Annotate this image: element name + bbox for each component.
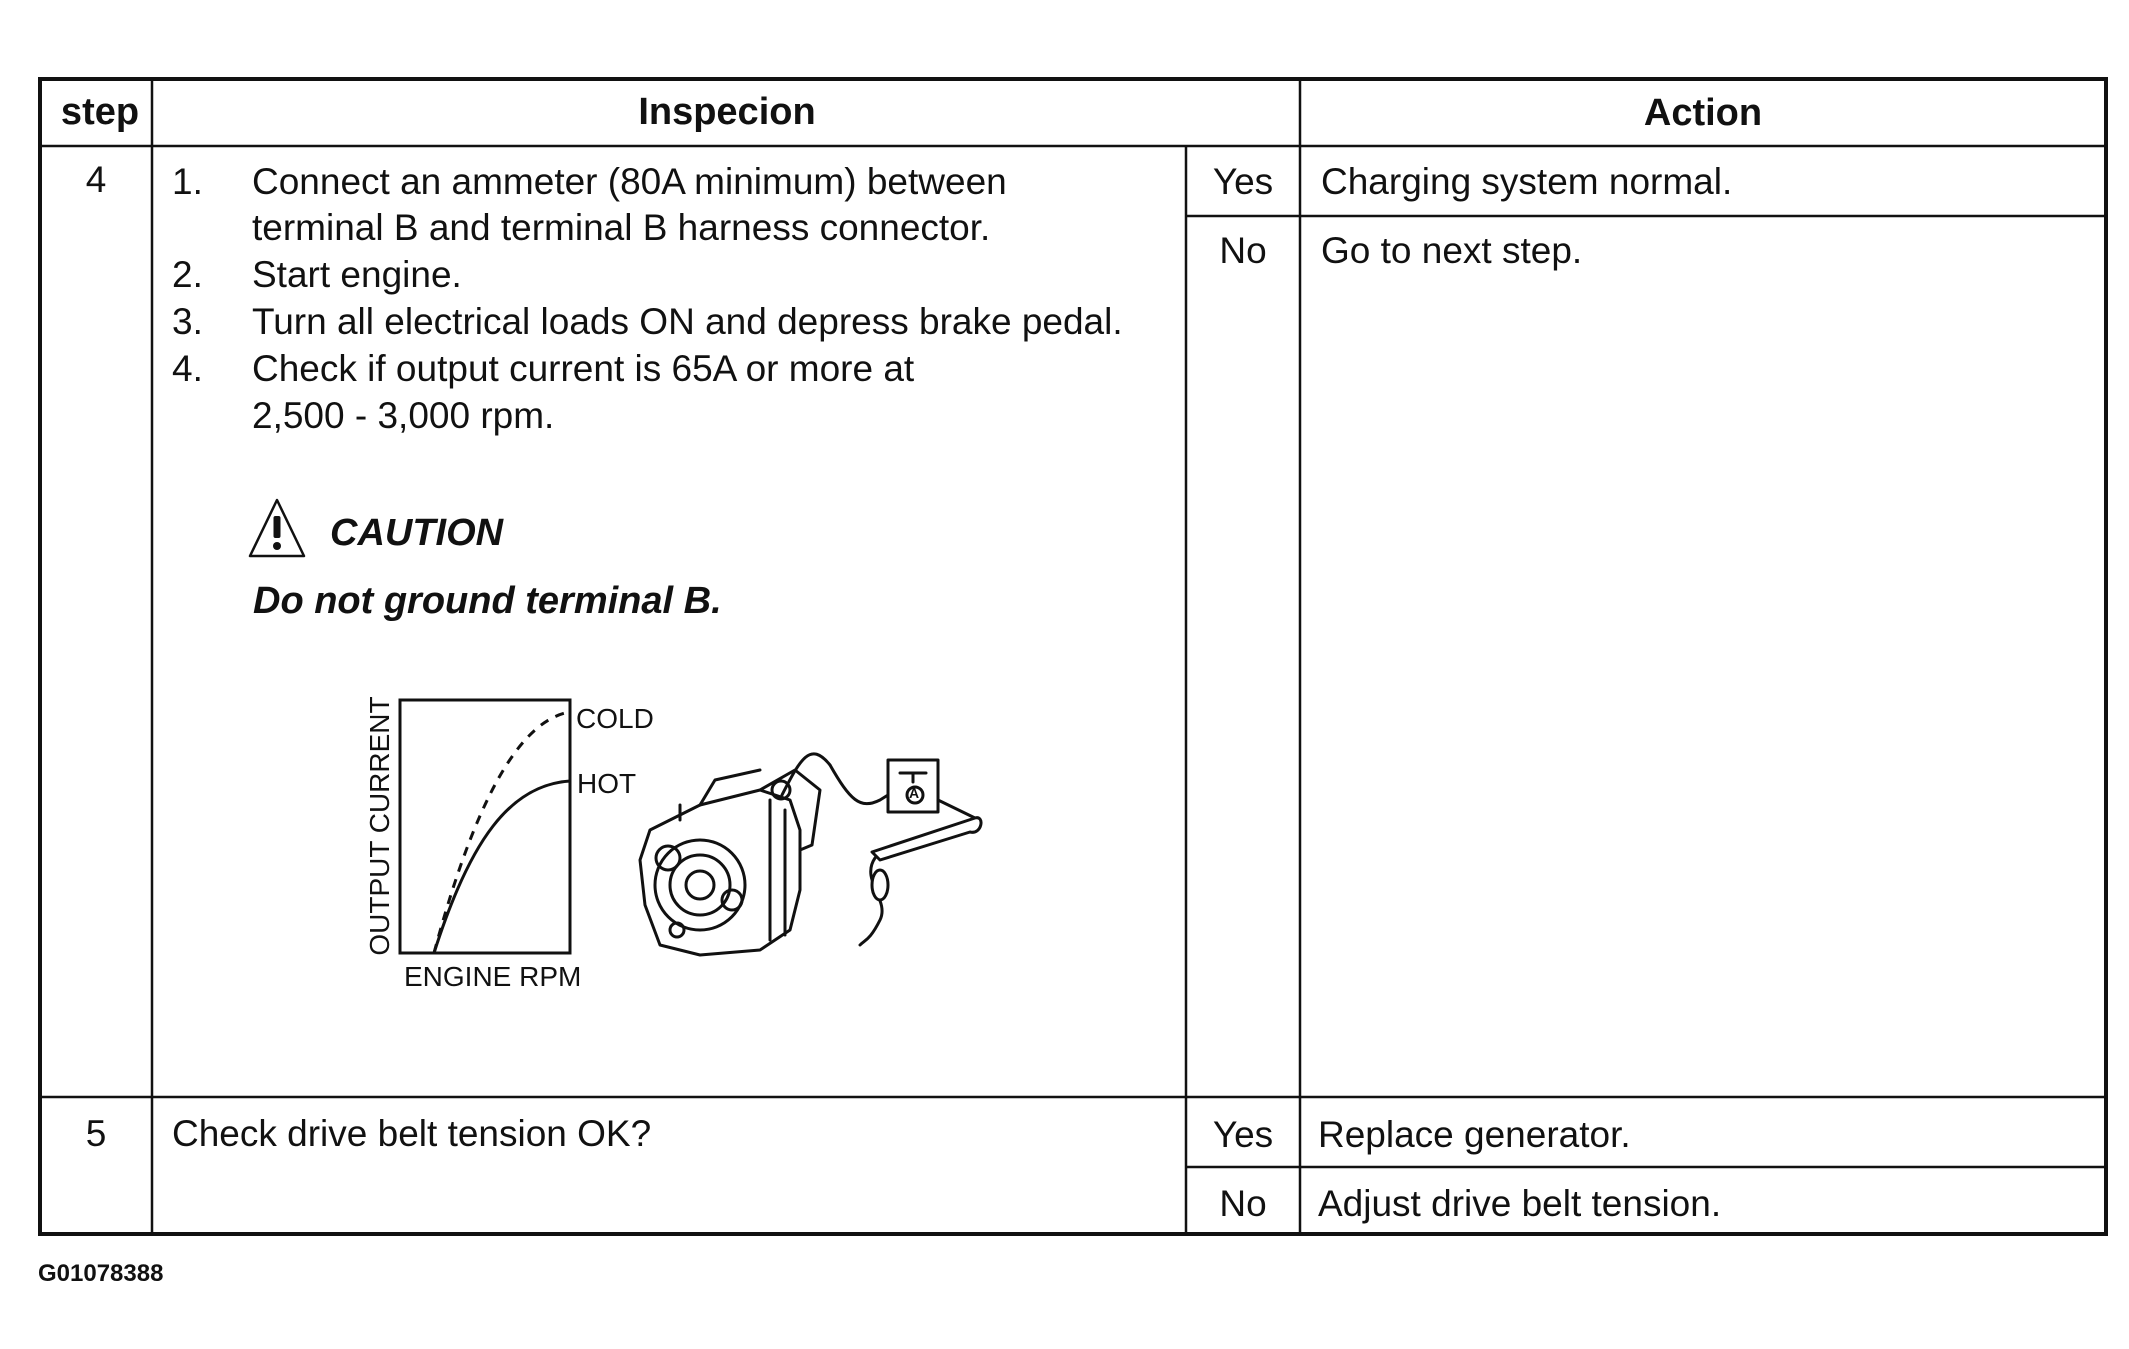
- caution-icon: [250, 500, 304, 556]
- hot-curve: [434, 781, 570, 953]
- instruction-number: 4.: [172, 348, 203, 389]
- instruction-line: Start engine.: [252, 254, 462, 295]
- figure-code: G01078388: [38, 1260, 164, 1287]
- action-text: Go to next step.: [1321, 230, 1583, 271]
- header-action: Action: [1643, 92, 1763, 134]
- cold-curve-label: COLD: [576, 703, 654, 734]
- generator-illustration: [640, 754, 981, 955]
- instruction-line: Turn all electrical loads ON and depress brake pedal.: [252, 301, 1123, 342]
- action-text: Charging system normal.: [1321, 161, 1733, 202]
- instruction-line: Check if output current is 65A or more at: [252, 348, 915, 389]
- hot-curve-label: HOT: [577, 768, 637, 799]
- instruction-number: 3.: [172, 301, 203, 342]
- ammeter-symbol: A: [909, 785, 920, 801]
- graph-y-axis-label: OUTPUT CURRENT: [364, 696, 395, 956]
- instruction-line: terminal B and terminal B harness connector.: [252, 207, 991, 248]
- header-step: step: [60, 91, 140, 133]
- step-number: 5: [85, 1113, 107, 1154]
- instruction-number: 2.: [172, 254, 203, 295]
- step-number: 4: [85, 159, 107, 200]
- instruction-line: 2,500 - 3,000 rpm.: [252, 395, 555, 436]
- graph-frame: [400, 700, 570, 953]
- caution-text: Do not ground terminal B.: [253, 580, 722, 622]
- graph-x-axis-label: ENGINE RPM: [404, 961, 582, 992]
- table-border: [40, 79, 2106, 1234]
- answer-yes: Yes: [1212, 161, 1274, 202]
- answer-no: No: [1219, 1183, 1267, 1224]
- action-text: Adjust drive belt tension.: [1318, 1183, 1722, 1224]
- instruction-number: 1.: [172, 161, 203, 202]
- action-text: Replace generator.: [1318, 1114, 1631, 1155]
- answer-no: No: [1219, 230, 1267, 271]
- header-inspection: Inspecion: [638, 91, 816, 133]
- cold-curve: [434, 712, 570, 953]
- instruction-line: Check drive belt tension OK?: [172, 1113, 652, 1154]
- instruction-line: Connect an ammeter (80A minimum) between: [252, 161, 1007, 202]
- output-current-graph: [400, 700, 570, 953]
- answer-yes: Yes: [1212, 1114, 1274, 1155]
- caution-title: CAUTION: [330, 512, 504, 554]
